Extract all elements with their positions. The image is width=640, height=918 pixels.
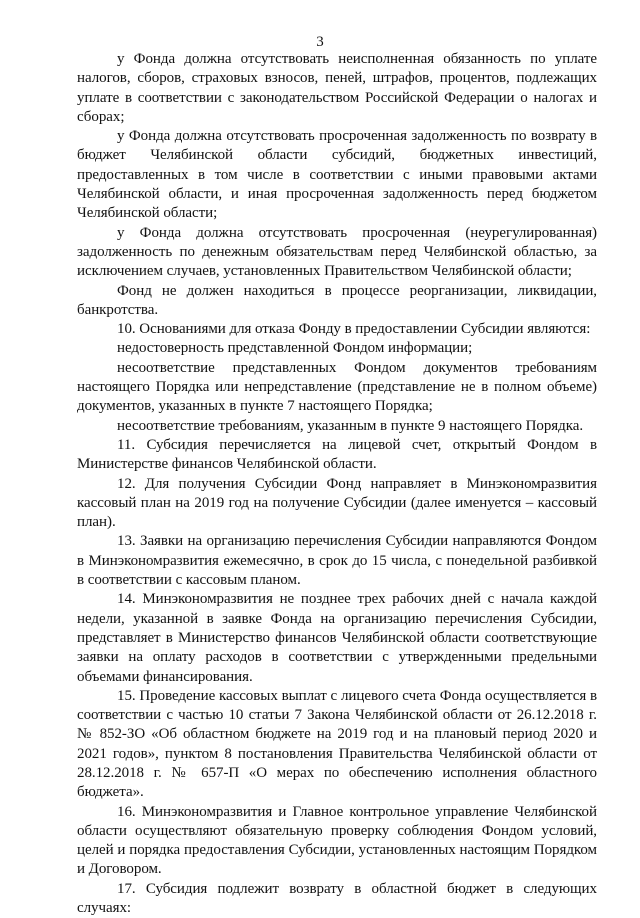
paragraph-requirements-mismatch: несоответствие требованиям, указанным в пункте 9 настоящего Порядка.: [117, 417, 584, 434]
paragraph-unsettled-debt: у Фонда должна отсутствовать просроченная (неурегулированная) задолженность по денежным обязательствам перед Челябинской областью, за исключением случаев, установленных Правительством Челябинской области;: [77, 224, 597, 280]
paragraph-13: 13. Заявки на организацию перечисления Субсидии направляются Фондом в Минэкономразвития ежемесячно, в срок до 15 числа, с понедельной разбивкой в соответствии с кассовым планом.: [77, 533, 597, 589]
paragraph-documents-mismatch: несоответствие представленных Фондом документов требованиям настоящего Порядка или непредставление (представление не в полном объеме) документов, указанных в пункте 7 настоящего Порядка;: [77, 359, 597, 415]
paragraph-overdue-budget-debt: у Фонда должна отсутствовать просроченная задолженность по возврату в бюджет Челябинской области субсидий, бюджетных инвестиций, предоставленных в том числе в соответствии с иными правовыми актами Челябинской области, и иная просроченная задолженность перед бюджетом Челябинской области;: [77, 128, 597, 222]
paragraph-10-refusal-grounds: 10. Основаниями для отказа Фонду в предоставлении Субсидии являются:: [117, 321, 591, 338]
paragraph-14: 14. Минэкономразвития не позднее трех рабочих дней с начала каждой недели, указанной в заявке Фонда на организацию перечисления Субсидии, представляет в Министерство финансов Челябинской области соответствующие заявки на оплату расходов в соответствии с утвержденными предельными объемами финансирования.: [77, 591, 597, 685]
paragraph-16: 16. Минэкономразвития и Главное контрольное управление Челябинской области осуществляют обязательную проверку соблюдения Фондом условий, целей и порядка предоставления Субсидии, установленных настоящим Порядком и Договором.: [77, 803, 597, 878]
paragraph-no-reorganization: Фонд не должен находиться в процессе реорганизации, ликвидации, банкротства.: [77, 282, 597, 318]
paragraph-11: 11. Субсидия перечисляется на лицевой счет, открытый Фондом в Министерстве финансов Челябинской области.: [77, 436, 597, 473]
paragraph-12: 12. Для получения Субсидии Фонд направляет в Минэкономразвития кассовый план на 2019 год на получение Субсидии (далее именуется – кассовый план).: [77, 475, 597, 531]
paragraph-17: 17. Субсидия подлежит возврату в областной бюджет в следующих случаях:: [77, 880, 597, 917]
paragraph-tax-obligations: у Фонда должна отсутствовать неисполненная обязанность по уплате налогов, сборов, страховых взносов, пеней, штрафов, процентов, подлежащих уплате в соответствии с законодательством Российской Федерации о налогах и сборах;: [77, 51, 597, 125]
paragraph-15: 15. Проведение кассовых выплат с лицевого счета Фонда осуществляется в соответствии с частью 10 статьи 7 Закона Челябинской области от 26.12.2018 г. № 852-ЗО «Об областном бюджете на 2019 год и на плановый период 2020 и 2021 годов», пунктом 8 постановления Правительства Челябинской области от 28.12.2018 г. № 657-П «О мерах по обеспечению исполнения областного бюджета».: [77, 687, 597, 801]
page-number: 3: [316, 34, 324, 50]
paragraph-unreliable-info: недостоверность представленной Фондом информации;: [117, 340, 473, 357]
document-body: [77, 50, 597, 918]
